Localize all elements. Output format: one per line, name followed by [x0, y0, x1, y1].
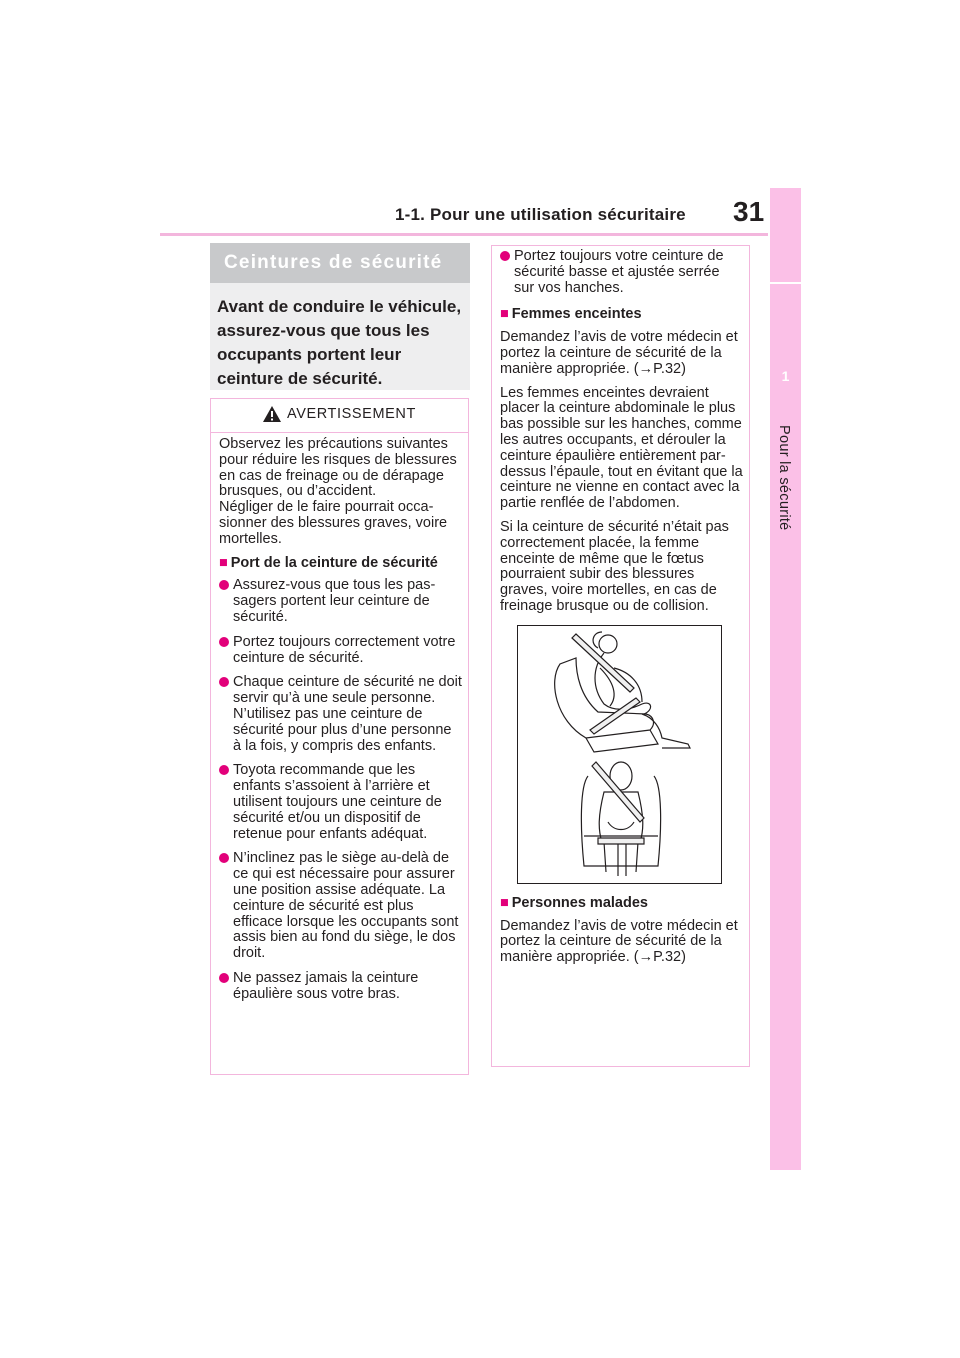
list-item-text: N’inclinez pas le siège au-delà de ce qui est nécessaire pour assurer une position assise adéquate. La ceinture de sécurité est plus efficace lorsque les occupants sont assis bien au fond du siège, le dos droit.: [233, 850, 459, 962]
square-bullet-icon: ■: [500, 306, 509, 323]
list-item: [500, 249, 743, 296]
list-item-text: Portez toujours votre ceinture de sécurité basse et ajustée serrée sur vos hanches.: [514, 248, 724, 296]
side-tab-divider: [770, 282, 801, 284]
list-item: [219, 578, 462, 625]
chapter-number: 1: [781, 368, 790, 384]
pregnant-women-heading: [500, 307, 743, 323]
warning-box: [210, 398, 469, 1075]
warning-triangle-icon: [262, 405, 282, 428]
header-rule: [160, 233, 768, 236]
bullet-dot-icon: [219, 580, 229, 590]
warning-title: AVERTISSEMENT: [287, 406, 416, 422]
pregnant-para-2: Les femmes enceintes devraient placer la ceinture abdominale le plus bas possible sur les hanches, comme les autres occupants, et dérouler la ceinture épaulière entièrement par-dessus l’épaule, tout en évitant que la ceinture ne vienne en contact avec la partie renflée de l’abdomen.: [500, 384, 743, 512]
bullet-dot-icon: [219, 853, 229, 863]
right-column-box: [491, 245, 750, 1067]
intro-box: Avant de conduire le véhicule, assurez-vous que tous les occupants portent leur ceinture de sécurité.: [210, 283, 470, 390]
warning-subheading: [219, 556, 462, 572]
bullet-dot-icon: [219, 973, 229, 983]
list-item: [219, 763, 462, 842]
list-item-text: Chaque ceinture de sécurité ne doit servir qu’à une seule personne. N’utilisez pas une ceinture de sécurité pour plus d’une personne à la fois, y compris des enfants.: [233, 674, 462, 754]
ill-persons-heading-label: Personnes malades: [511, 894, 648, 911]
list-item: [219, 675, 462, 754]
warning-subheading-label: Port de la ceinture de sécurité: [230, 554, 438, 571]
list-item-text: Toyota recommande que les enfants s’assoient à l’arrière et utilisent toujours une ceinture de sécurité et/ou un dispositif de retenue pour enfants adéquat.: [233, 762, 442, 842]
bullet-dot-icon: [219, 765, 229, 775]
ill-persons-heading: [500, 896, 743, 912]
chapter-side-tab: [770, 188, 801, 1170]
pregnant-para-1: Demandez l’avis de votre médecin et portez la ceinture de sécurité de la manière appropriée. (→P.32): [500, 329, 738, 377]
bullet-dot-icon: [219, 677, 229, 687]
list-item: [219, 851, 462, 962]
pregnant-para-3: Si la ceinture de sécurité n’était pas correctement placée, la femme enceinte de même que le fœtus pourraient subir des blessures graves, voire mortelles, en cas de freinage brusque ou de collision.: [500, 518, 729, 614]
list-item-text: Portez toujours correctement votre ceinture de sécurité.: [233, 633, 456, 666]
section-header-title: 1-1. Pour une utilisation sécuritaire: [395, 205, 686, 224]
list-item-text: Assurez-vous que tous les passagers portent leur ceinture de sécurité.: [233, 577, 436, 625]
list-item-text: Ne passez jamais la ceinture épaulière sous votre bras.: [233, 969, 419, 1002]
square-bullet-icon: ■: [219, 554, 228, 571]
section-banner: Ceintures de sécurité: [210, 243, 470, 283]
warning-intro-text-2: Négliger de le faire pourrait occasionner des blessures graves, voire mortelles.: [219, 499, 448, 547]
pregnant-woman-seatbelt-illustration: [517, 625, 722, 884]
warning-header: [211, 399, 468, 433]
bullet-dot-icon: [500, 251, 510, 261]
bullet-dot-icon: [219, 637, 229, 647]
chapter-label: Pour la sécurité: [776, 425, 792, 531]
pregnant-women-heading-label: Femmes enceintes: [511, 306, 642, 323]
page-number: 31: [733, 196, 765, 227]
list-item: [219, 971, 462, 1003]
warning-body: [211, 433, 468, 1003]
square-bullet-icon: ■: [500, 894, 509, 911]
warning-intro-text: Observez les précautions suivantes pour réduire les risques de blessures en cas de freinage ou de dérapage brusques, ou d’accident.: [219, 436, 457, 500]
ill-para-1: Demandez l’avis de votre médecin et portez la ceinture de sécurité de la manière appropriée. (→P.32): [500, 917, 738, 966]
list-item: [219, 635, 462, 667]
